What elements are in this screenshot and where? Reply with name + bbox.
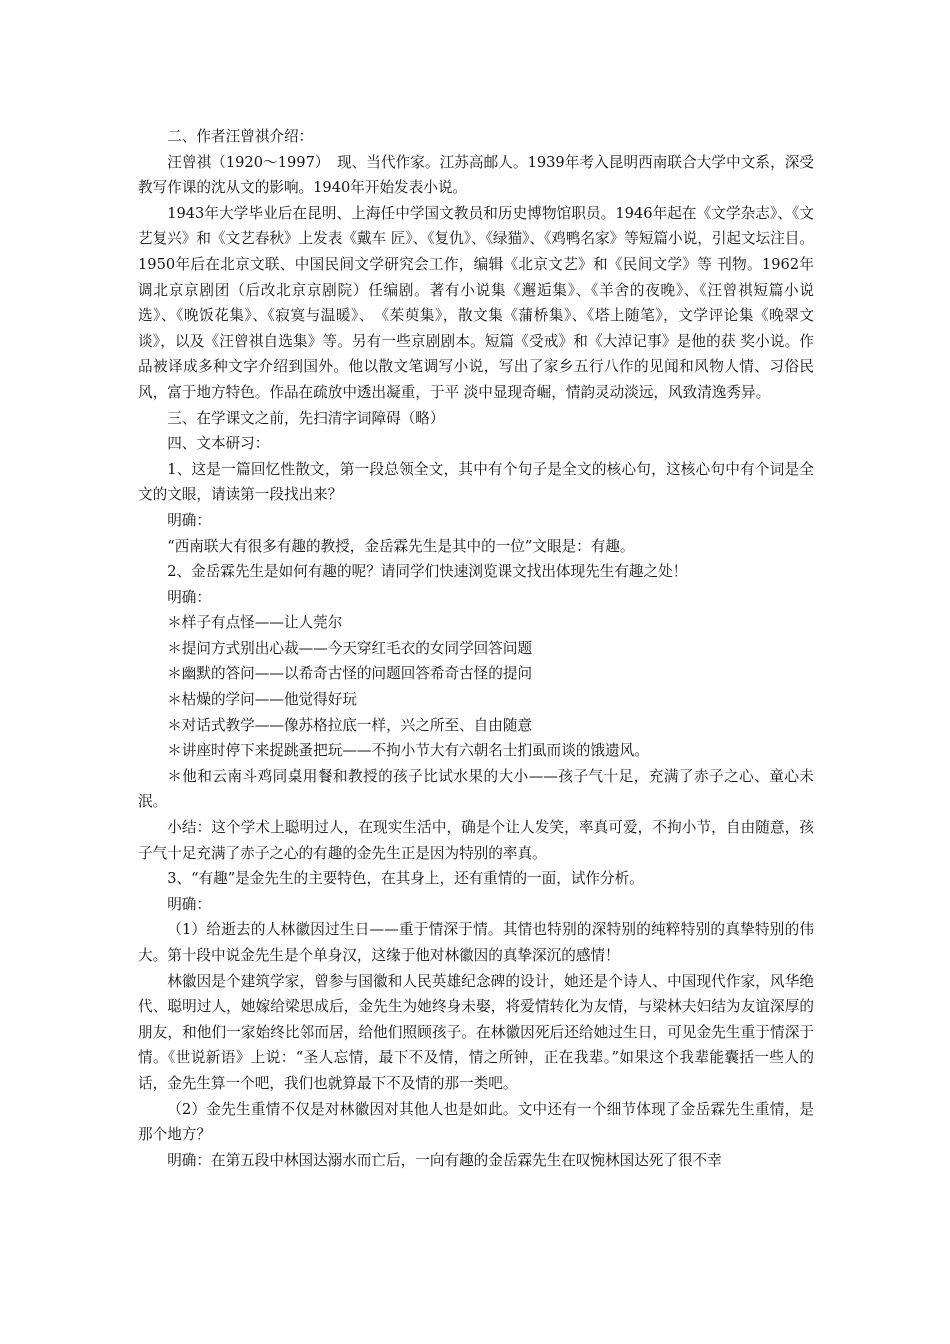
answer-label: 明确：: [167, 511, 211, 529]
answer-1: “西南联大有很多有趣的教授，金岳霖先生是其中的一位”文眼是：有趣。: [167, 537, 635, 555]
list-item: ＊提问方式别出心裁——今天穿红毛衣的女同学回答问题: [167, 639, 533, 657]
list-item: ＊他和云南斗鸡同桌用餐和教授的孩子比试水果的大小——孩子气十足，充满了赤子之心、童心未泯。: [138, 767, 814, 811]
list-item: ＊幽默的答问——以希奇古怪的问题回答希奇古怪的提问: [167, 665, 533, 683]
summary: 小结：这个学术上聪明过人，在现实生活中，确是个让人发笑，率真可爱，不拘小节，自由随意，孩子气十足充满了赤子之心的有趣的金先生正是因为特别的率真。: [138, 819, 814, 862]
list-item: ＊对话式教学——像苏格拉底一样，兴之所至、自由随意: [167, 716, 533, 734]
answer-3-part-2-answer: 明确：在第五段中林国达溺水而亡后，一向有趣的金岳霖先生在叹惋林国达死了很不幸: [167, 1151, 722, 1169]
list-item: ＊样子有点怪——让人莞尔: [167, 614, 343, 632]
heading-author-intro: 二、作者汪曾祺介绍：: [167, 128, 314, 145]
answer-3-detail: 林徽因是个建筑学家，曾参与国徽和人民英雄纪念碑的设计，她还是个诗人、中国现代作家，风华绝代、聪明过人，她嫁给梁思成后，金先生为她终身未娶，将爱情转化为友情，与梁林夫妇结为友谊深厚的朋友，和他们一家始终比邻而居，给他们照顾孩子。在林徽因死后还给她过生日，可见金先生重于情深于情。《世说新语》上说：“圣人忘情，最下不及情，情之所钟，正在我辈。”如果这个我辈能囊括一些人的话，金先生算一个吧，我们也就算最下不及情的那一类吧。: [138, 972, 814, 1092]
heading-text-study: 四、文本研习：: [167, 435, 270, 453]
answer-3-part-1: （1）给逝去的人林徽因过生日——重于情深于情。其情也特别的深特别的纯粹特别的真挚特别的伟大。第十段中说金先生是个单身汉，这缘于他对林徽因的真挚深沉的感情！: [138, 921, 814, 964]
answer-3-part-2: （2）金先生重情不仅是对林徽因对其他人也是如此。文中还有一个细节体现了金岳霖先生重情，是那个地方？: [138, 1100, 814, 1144]
answer-label: 明确：: [167, 588, 211, 606]
author-bio-works: 1943年大学毕业后在昆明、上海任中学国文教员和历史博物馆职员。1946年起在《文学杂志》、《文艺复兴》和《文艺春秋》上发表《戴车 匠》、《复仇》、《绿猫》、《鸡鸭名家》等短篇小说，引起文坛注目。1950年后在北京文联、中国民间文学研究会工作，编辑《北京文艺》和《民间文学》等 刊物。1962年调北京京剧团（后改北京京剧院）任编剧。著有小说集《邂逅集》、《羊舍的夜晚》、《汪曾祺短篇小说选》、《晚饭花集》、《寂寞与温暖》、 《茱萸集》，散文集《蒲桥集》、《塔上随笔》，文学评论集《晚翠文谈》，以及《汪曾祺自选集》等。另有一些京剧剧本。短篇《受戒》和《大淖记事》是他的获 奖小说。作品被译成多种文字介绍到国外。他以散文笔调写小说，写出了家乡五行八作的见闻和风物人情、习俗民风，富于地方特色。作品在疏放中透出凝重，于平 淡中显现奇崛，情韵灵动淡远，风致清逸秀异。: [138, 204, 814, 401]
answer-label: 明确：: [167, 895, 211, 913]
question-2: 2、金岳霖先生是如何有趣的呢？请同学们快速浏览课文找出体现先生有趣之处！: [167, 563, 688, 581]
question-3: 3、“有趣”是金先生的主要特色，在其身上，还有重情的一面，试作分析。: [167, 870, 644, 888]
author-bio-intro: 汪曾祺（1920～1997） 现、当代作家。江苏高邮人。1939年考入昆明西南联合大学中文系，深受教写作课的沈从文的影响。1940年开始发表小说。: [138, 153, 814, 197]
heading-vocabulary: 三、在学课文之前，先扫清字词障碍（略）: [167, 409, 445, 427]
list-item: ＊枯燥的学问——他觉得好玩: [167, 691, 357, 709]
list-item: ＊讲座时停下来捉跳蚤把玩——不拘小节大有六朝名士扪虱而谈的饿遗风。: [167, 742, 649, 760]
question-1: 1、这是一篇回忆性散文，第一段总领全文，其中有个句子是全文的核心句，这核心句中有个词是全文的文眼，请读第一段找出来？: [138, 460, 814, 504]
document-page: [138, 124, 814, 1173]
